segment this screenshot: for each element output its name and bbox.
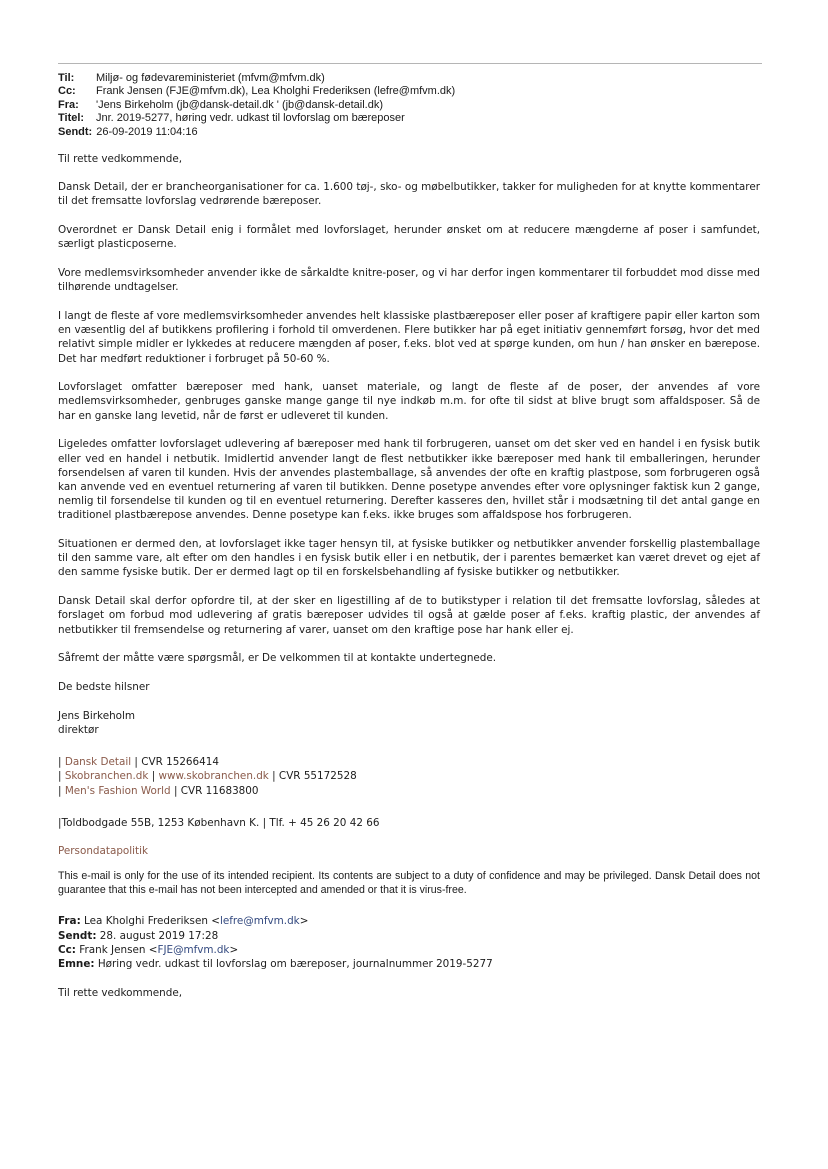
forward-sent-key: Sendt: (58, 929, 97, 942)
forward-cc-name: Frank Jensen < (75, 943, 158, 956)
forward-sent-value: 28. august 2019 17:28 (96, 929, 219, 942)
signature-bar: | (58, 784, 65, 797)
header-from-key: Fra: (58, 98, 79, 111)
forward-sent-row (58, 929, 760, 943)
paragraph-1: Dansk Detail, der er brancheorganisationer for ca. 1.600 tøj-, sko- og møbelbutikker, takker for muligheden for at knytte kommentarer til det fremsatte lovforslag vedrørende bæreposer. (58, 181, 760, 208)
dansk-detail-link[interactable]: Dansk Detail (64, 756, 132, 769)
forward-subject-key: Emne: (58, 957, 95, 970)
header-sent-key: Sendt: (58, 125, 93, 138)
signature-line-3 (58, 784, 760, 798)
header-to-row (58, 72, 455, 85)
signature-cvr-1: | CVR 15266414 (131, 756, 219, 769)
signature-bar: | (58, 770, 65, 783)
signature-cvr-2: | CVR 55172528 (268, 770, 357, 783)
skobranchen-www-link[interactable]: www.skobranchen.dk (158, 770, 269, 783)
mens-fashion-world-link[interactable]: Men's Fashion World (64, 784, 171, 797)
email-body (58, 152, 760, 1000)
paragraph-4: I langt de fleste af vore medlemsvirksomheder anvendes helt klassiske plastbæreposer eller poser af kraftigere papir eller karton som en væsentlig del af butikkens profilering i forhold til omverdenen. Flere butikker har på eget initiativ gennemført forsøg, hvor det med relativt simple midler er lykkedes at reducere mængden af poser, f.eks. blot ved at spørge kunden, om hun / han ønsker en bærepose. Det har medført reduktioner i forbruget på 50-60 %. (58, 309, 760, 365)
signature-line-1 (58, 755, 760, 769)
forward-cc-key: Cc: (58, 943, 76, 956)
spacer (58, 971, 760, 986)
forward-from-key: Fra: (58, 915, 81, 928)
header-from-row (58, 99, 455, 112)
header-sent-value: 26-09-2019 11:04:16 (96, 125, 198, 138)
spacer (58, 798, 760, 816)
closing: De bedste hilsner (58, 680, 150, 693)
email-header (58, 72, 455, 139)
paragraph-7: Situationen er dermed den, at lovforslaget ikke tager hensyn til, at fysiske butikker og netbutikker anvender forskellig plastemballage til den samme vare, alt efter om den handles i en fysisk butik eller i en netbutik, der i parentes bemærket kan været drevet og ejet af den samme fysiske butik. Der er dermed lagt op til en forskelsbehandling af fysiske butikker og netbutikker. (58, 538, 760, 579)
signature-address: |Toldbodgade 55B, 1253 København K. | Tlf. + 45 26 20 42 66 (58, 816, 380, 829)
sender-role: direktør (58, 723, 99, 736)
paragraph-9: Såfremt der måtte være spørgsmål, er De velkommen til at kontakte undertegnede. (58, 652, 497, 665)
forward-cc-row (58, 943, 760, 957)
signature-bar: | (58, 756, 65, 769)
header-rule (58, 63, 762, 64)
paragraph-5: Lovforslaget omfatter bæreposer med hank, uanset materiale, og langt de fleste af de poser, der anvendes af vore medlemsvirksomheder, genbruges ganske mange gange til nye indkøb m.m. for ofte til sidst at blive brugt som affaldsposer. Så de har en ganske lang levetid, når de først er udleveret til kunden. (58, 381, 760, 422)
signature-separator: | (148, 770, 159, 783)
header-cc-value: Frank Jensen (FJE@mfvm.dk), Lea Kholghi Frederiksen (lefre@mfvm.dk) (96, 85, 456, 98)
header-cc-row (58, 85, 455, 98)
forward-cc-close: > (229, 943, 239, 956)
paragraph-8: Dansk Detail skal derfor opfordre til, at der sker en ligestilling af de to butikstyper i relation til det fremsatte lovforslag, således at forslaget om forbud mod udlevering af gratis bæreposer udvides til også at gælde poser af f.eks. kraftig plastic, der anvendes af netbutikker til fremsendelse og returnering af varer, uanset om den kraftige pose har hank eller ej. (58, 595, 760, 636)
disclaimer: This e-mail is only for the use of its intended recipient. Its contents are subject to a duty of confidence and may be privileged. Dansk Detail does not guarantee that this e-mail has not been intercepted and amended or that it is virus-free. (58, 870, 760, 896)
header-sent-row (58, 126, 455, 139)
header-title-key: Titel: (58, 112, 85, 125)
forward-subject-value: Høring vedr. udkast til lovforslag om bæreposer, journalnummer 2019-5277 (94, 957, 493, 970)
header-title-row (58, 112, 455, 125)
paragraph-6: Ligeledes omfatter lovforslaget udlevering af bæreposer med hank til forbrugeren, uanset om det sker ved en handel i en fysisk butik eller ved en handel i netbutik. Imidlertid anvender langt de flest netbutikker ikke bæreposer med hank til emballeringen, herunder forsendelsen af varen til kunden. Hvis der anvendes plastemballage, så anvendes der ofte en kraftig plastpose, som forbrugeren også kan anvende ved en eventuel returnering af varen til butikken. Denne posetype anvendes efter vore oplysninger faktisk kun 2 gange, nemlig til forsendelse til kunden og til en eventuel returnering. Derefter kasseres den, hvillet står i modsætning til det antal gange en traditionel plastbærepose anvendes. Denne posetype kan f.eks. ikke bruges som affaldspose hos forbrugeren. (58, 438, 760, 522)
skobranchen-link[interactable]: Skobranchen.dk (64, 770, 149, 783)
greeting: Til rette vedkommende, (58, 153, 183, 165)
header-from-value: 'Jens Birkeholm (jb@dansk-detail.dk ' (jb@dansk-detail.dk) (96, 98, 383, 111)
header-title-value: Jnr. 2019-5277, høring vedr. udkast til lovforslag om bæreposer (96, 112, 405, 125)
privacy-policy-link[interactable]: Persondatapolitik (58, 844, 149, 857)
signature-line-2 (58, 769, 760, 783)
header-to-value: Miljø- og fødevareministeriet (mfvm@mfvm.dk) (96, 72, 325, 84)
forward-greeting: Til rette vedkommende, (58, 987, 183, 1000)
forward-from-name: Lea Kholghi Frederiksen < (80, 915, 220, 928)
forwarded-header (58, 914, 760, 1000)
forward-from-email-link[interactable]: lefre@mfvm.dk (219, 915, 300, 928)
paragraph-2: Overordnet er Dansk Detail enig i formålet med lovforslaget, herunder ønsket om at reducere mængderne af poser i samfundet, særligt plasticposerne. (58, 224, 760, 251)
header-cc-key: Cc: (58, 85, 76, 98)
forward-from-row (58, 914, 760, 928)
forward-from-close: > (299, 915, 309, 928)
signature-cvr-3: | CVR 11683800 (170, 784, 259, 797)
header-to-key: Til: (58, 72, 75, 84)
sender-name: Jens Birkeholm (58, 709, 136, 722)
spacer (58, 830, 760, 844)
forward-subject-row (58, 957, 760, 971)
forward-cc-email-link[interactable]: FJE@mfvm.dk (157, 943, 230, 956)
spacer (58, 737, 760, 755)
paragraph-3: Vore medlemsvirksomheder anvender ikke de sårkaldte knitre-poser, og vi har derfor ingen kommentarer til forbuddet mod disse med tilhørende undtagelser. (58, 267, 760, 294)
